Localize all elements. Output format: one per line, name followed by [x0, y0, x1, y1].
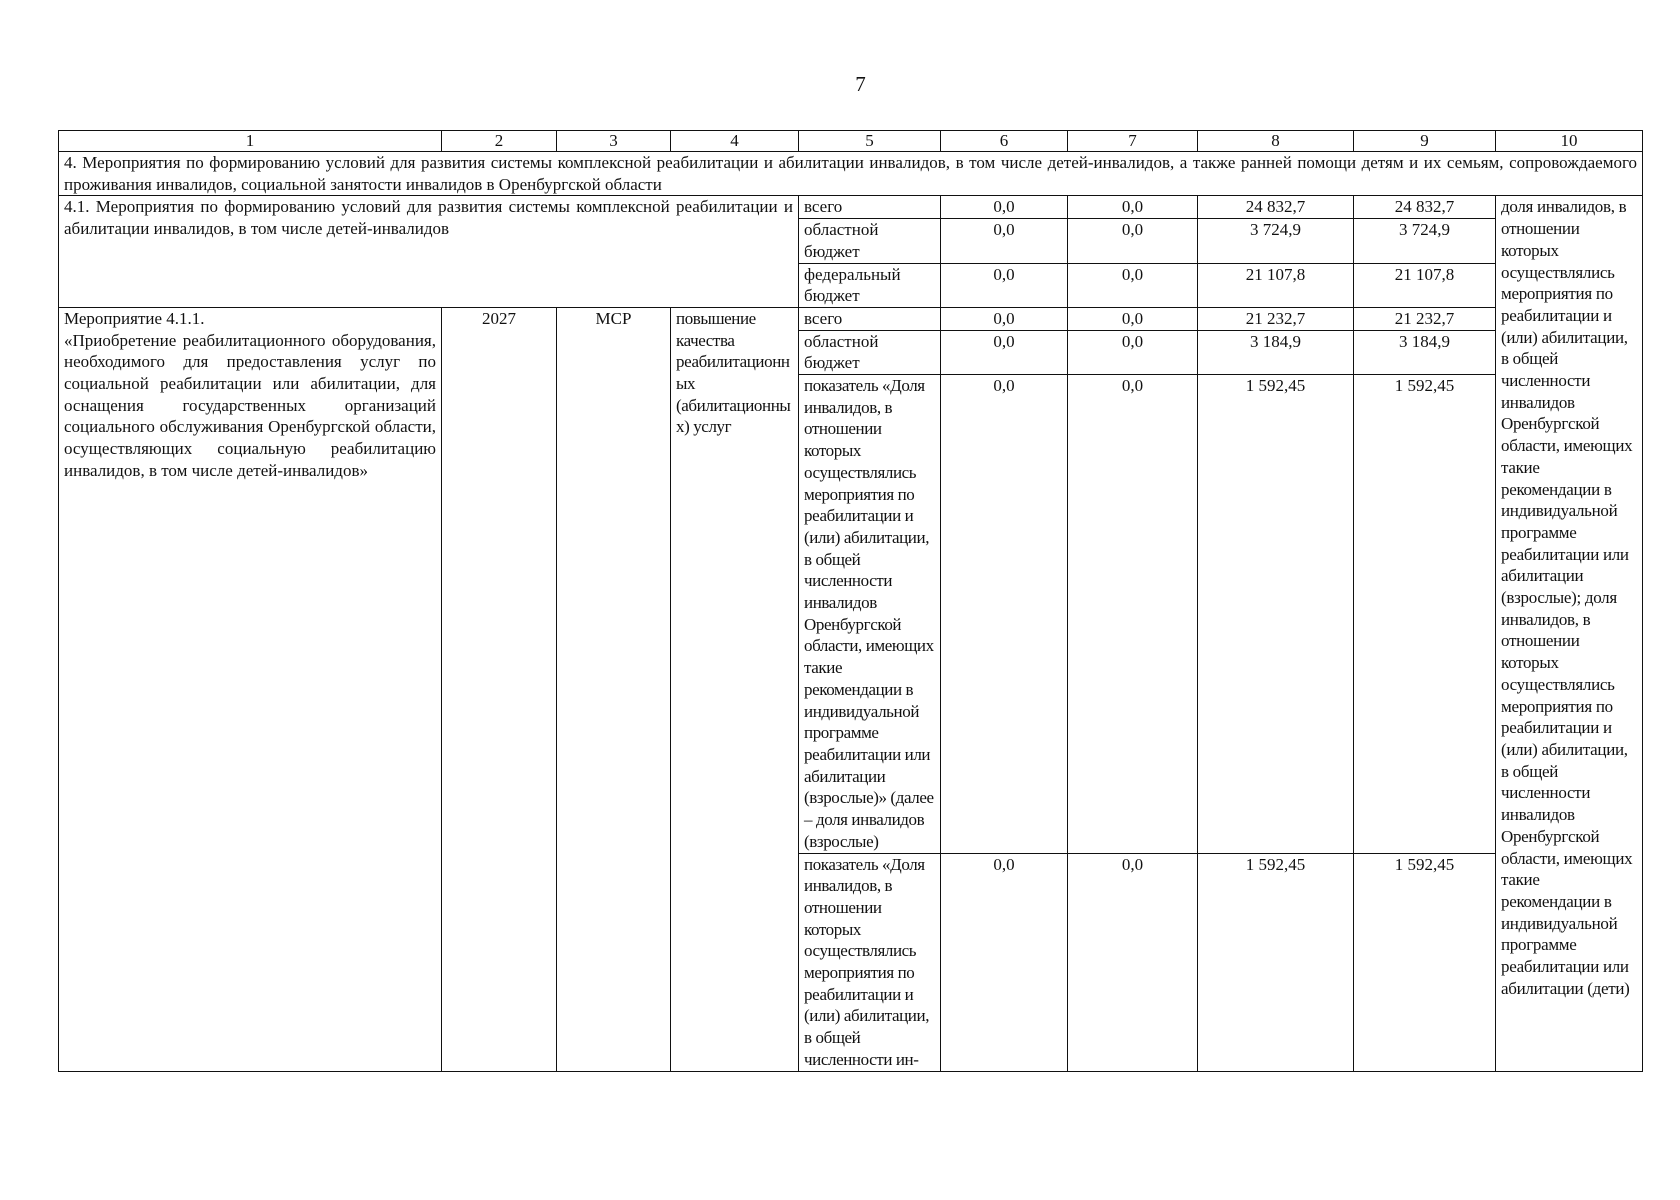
measure-description: «Приобретение реабилитационного оборудования, необходимого для предоставления услуг по социальной реабилитации или абилитации, для оснащения государственных организаций социального обслуживания Оренбургской области, осуществляющих социальную реабилитацию инвалидов, в том числе детей-инвалидов»	[64, 330, 436, 480]
funding-source: федеральный бюджет	[799, 263, 941, 307]
indicator-description: показатель «Доля инвалидов, в отношении которых осуществлялись мероприятия по реабилитации и (или) абилитации, в общей численности ин-	[799, 853, 941, 1071]
value-cell: 1 592,45	[1198, 853, 1354, 1071]
value-cell: 3 724,9	[1198, 219, 1354, 263]
value-cell: 3 184,9	[1198, 330, 1354, 374]
column-header: 6	[941, 131, 1068, 152]
section-title: 4. Мероприятия по формированию условий для развития системы комплексной реабилитации и абилитации инвалидов, в том числе детей-инвалидов, а также ранней помощи детям и их семьям, сопровождаемого проживания инвалидов, социальной занятости инвалидов в Оренбургской области	[59, 152, 1643, 196]
measure-year: 2027	[442, 307, 557, 1071]
value-cell: 0,0	[1068, 853, 1198, 1071]
column-header: 2	[442, 131, 557, 152]
subsection-title: 4.1. Мероприятия по формированию условий для развития системы комплексной реабилитации и абилитации инвалидов, в том числе детей-инвалидов	[59, 196, 799, 308]
funding-source: всего	[799, 196, 941, 219]
column-header: 9	[1354, 131, 1496, 152]
page-number: 7	[855, 72, 866, 96]
funding-source: областной бюджет	[799, 219, 941, 263]
value-cell: 21 232,7	[1198, 307, 1354, 330]
column-header: 8	[1198, 131, 1354, 152]
section-row	[59, 152, 1643, 196]
value-cell: 0,0	[1068, 375, 1198, 853]
measure-result: повышение качества реабилитационных (абилитационных) услуг	[671, 307, 799, 1071]
value-cell: 21 107,8	[1354, 263, 1496, 307]
value-cell: 0,0	[941, 330, 1068, 374]
funding-source: всего	[799, 307, 941, 330]
measure-executor: МСР	[557, 307, 671, 1071]
value-cell: 0,0	[1068, 219, 1198, 263]
value-cell: 21 107,8	[1198, 263, 1354, 307]
measure-title: Мероприятие 4.1.1.	[64, 308, 205, 328]
value-cell: 21 232,7	[1354, 307, 1496, 330]
value-cell: 0,0	[941, 219, 1068, 263]
measures-table	[58, 130, 1643, 1072]
value-cell: 0,0	[941, 263, 1068, 307]
value-cell: 0,0	[941, 307, 1068, 330]
value-cell: 24 832,7	[1198, 196, 1354, 219]
value-cell: 0,0	[1068, 196, 1198, 219]
value-cell: 0,0	[1068, 330, 1198, 374]
column-header: 5	[799, 131, 941, 152]
subsection-row-total	[59, 196, 1643, 219]
value-cell: 1 592,45	[1354, 853, 1496, 1071]
value-cell: 3 184,9	[1354, 330, 1496, 374]
value-cell: 0,0	[941, 853, 1068, 1071]
measure-cell	[59, 307, 442, 1071]
value-cell: 0,0	[1068, 307, 1198, 330]
value-cell: 3 724,9	[1354, 219, 1496, 263]
value-cell: 0,0	[941, 196, 1068, 219]
funding-source: областной бюджет	[799, 330, 941, 374]
indicator-description: показатель «Доля инвалидов, в отношении которых осуществлялись мероприятия по реабилитации и (или) абилитации, в общей численности инвалидов Оренбургской области, имеющих такие рекомендации в индивидуальной программе реабилитации или абилитации (взрослые)» (далее – доля инвалидов (взрослые)	[799, 375, 941, 853]
value-cell: 1 592,45	[1198, 375, 1354, 853]
target-indicator-text: доля инвалидов, в отношении которых осуществлялись мероприятия по реабилитации и (или) абилитации, в общей численности инвалидов Оренбургской области, имеющих такие рекомендации в индивидуальной программе реабилитации или абилитации (взрослые); доля инвалидов, в отношении которых осуществлялись мероприятия по реабилитации и (или) абилитации, в общей численности инвалидов Оренбургской области, имеющих такие рекомендации в индивидуальной программе реабилитации или абилитации (дети)	[1496, 196, 1643, 1071]
value-cell: 1 592,45	[1354, 375, 1496, 853]
value-cell: 24 832,7	[1354, 196, 1496, 219]
column-header: 10	[1496, 131, 1643, 152]
value-cell: 0,0	[1068, 263, 1198, 307]
column-header: 1	[59, 131, 442, 152]
measure-row-total	[59, 307, 1643, 330]
column-number-row	[59, 131, 1643, 152]
column-header: 7	[1068, 131, 1198, 152]
value-cell: 0,0	[941, 375, 1068, 853]
column-header: 3	[557, 131, 671, 152]
column-header: 4	[671, 131, 799, 152]
